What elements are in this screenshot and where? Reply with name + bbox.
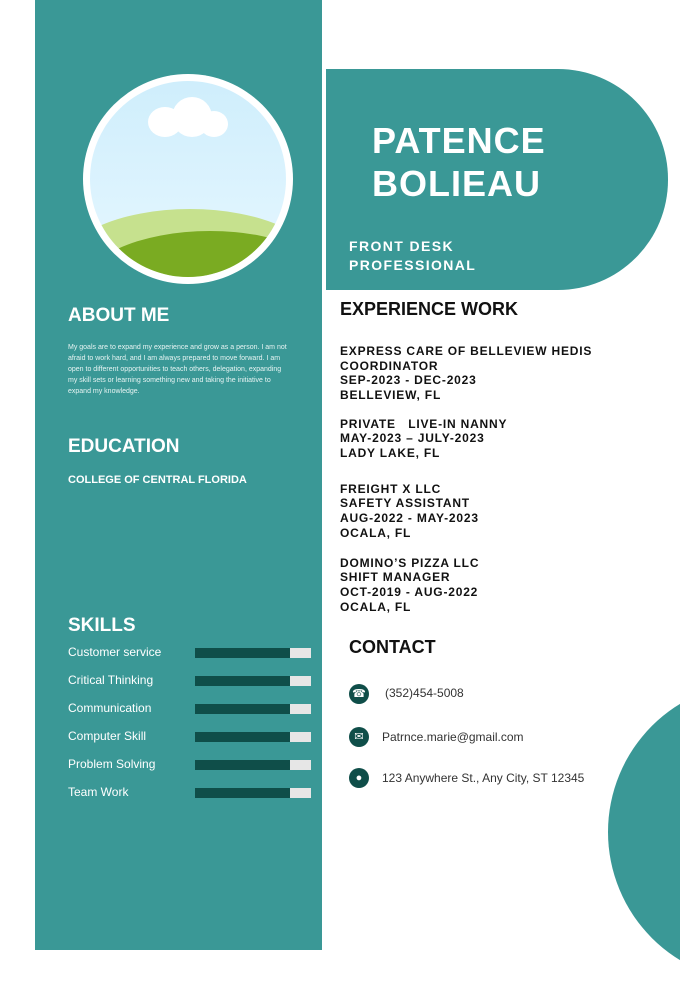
about-text: My goals are to expand my experience and grow as a person. I am not afraid to work hard, and I am always prepared to move forward. I am open to different opportunities to teach others, delegation, expanding my skill sets or learning something new and taking the initiative to expand my knowledge. xyxy=(68,344,287,395)
experience-location: OCALA, FL xyxy=(340,600,412,614)
location-pin-icon: ● xyxy=(349,768,369,788)
experience-location: OCALA, FL xyxy=(340,526,412,540)
skill-bar xyxy=(195,760,311,770)
profile-photo xyxy=(90,81,286,277)
experience-role: COORDINATOR xyxy=(340,359,439,373)
skill-bar-fill xyxy=(195,704,290,714)
skill-row xyxy=(68,785,313,799)
experience-dates: AUG-2022 - MAY-2023 xyxy=(340,511,479,525)
job-title-line2: PROFESSIONAL xyxy=(349,257,477,273)
phone-icon: ☎ xyxy=(349,684,369,704)
mail-icon: ✉ xyxy=(349,727,369,747)
skill-name: Computer Skill xyxy=(68,729,147,743)
contact-heading: CONTACT xyxy=(349,637,436,657)
skill-name: Customer service xyxy=(68,645,162,659)
experience-role: SAFETY ASSISTANT xyxy=(340,496,470,510)
skill-name: Communication xyxy=(68,701,152,715)
experience-location: LADY LAKE, FL xyxy=(340,446,441,460)
skill-bar-fill xyxy=(195,648,290,658)
experience-role: SHIFT MANAGER xyxy=(340,570,451,584)
experience-dates: SEP-2023 - DEC-2023 xyxy=(340,373,477,387)
skill-bar-fill xyxy=(195,788,290,798)
skill-name: Team Work xyxy=(68,785,129,799)
experience-company: DOMINO’S PIZZA LLC xyxy=(340,556,480,570)
skill-bar xyxy=(195,676,311,686)
skill-bar xyxy=(195,788,311,798)
skill-bar-fill xyxy=(195,760,290,770)
skill-bar-fill xyxy=(195,732,290,742)
experience-dates: MAY-2023 – JULY-2023 xyxy=(340,431,485,445)
skills-heading: SKILLS xyxy=(68,615,136,636)
about-heading: ABOUT ME xyxy=(68,305,170,326)
skill-name: Problem Solving xyxy=(68,757,156,771)
cloud-shape xyxy=(200,111,228,137)
name-first: PATENCE xyxy=(372,120,546,161)
skill-row xyxy=(68,729,313,743)
experience-heading: EXPERIENCE WORK xyxy=(340,299,519,319)
experience-location: BELLEVIEW, FL xyxy=(340,388,442,402)
skill-bar xyxy=(195,732,311,742)
name-last: BOLIEAU xyxy=(372,163,541,204)
skill-row xyxy=(68,645,313,659)
experience-company: PRIVATE LIVE-IN NANNY xyxy=(340,417,508,431)
contact-address: 123 Anywhere St., Any City, ST 12345 xyxy=(382,771,585,785)
skill-bar xyxy=(195,648,311,658)
experience-company: FREIGHT X LLC xyxy=(340,482,442,496)
job-title-line1: FRONT DESK xyxy=(349,238,454,254)
skill-row xyxy=(68,757,313,771)
experience-company: EXPRESS CARE OF BELLEVIEW HEDIS xyxy=(340,344,593,358)
skill-bar-fill xyxy=(195,676,290,686)
education-heading: EDUCATION xyxy=(68,436,180,457)
skill-row xyxy=(68,701,313,715)
education-school: COLLEGE OF CENTRAL FLORIDA xyxy=(68,474,247,486)
contact-email[interactable]: Patrnce.marie@gmail.com xyxy=(382,730,524,744)
contact-phone: (352)454-5008 xyxy=(385,686,464,700)
experience-dates: OCT-2019 - AUG-2022 xyxy=(340,585,479,599)
banner-divider xyxy=(324,69,326,290)
decorative-circle xyxy=(608,682,680,982)
skill-bar xyxy=(195,704,311,714)
skill-row xyxy=(68,673,313,687)
skill-name: Critical Thinking xyxy=(68,673,154,687)
